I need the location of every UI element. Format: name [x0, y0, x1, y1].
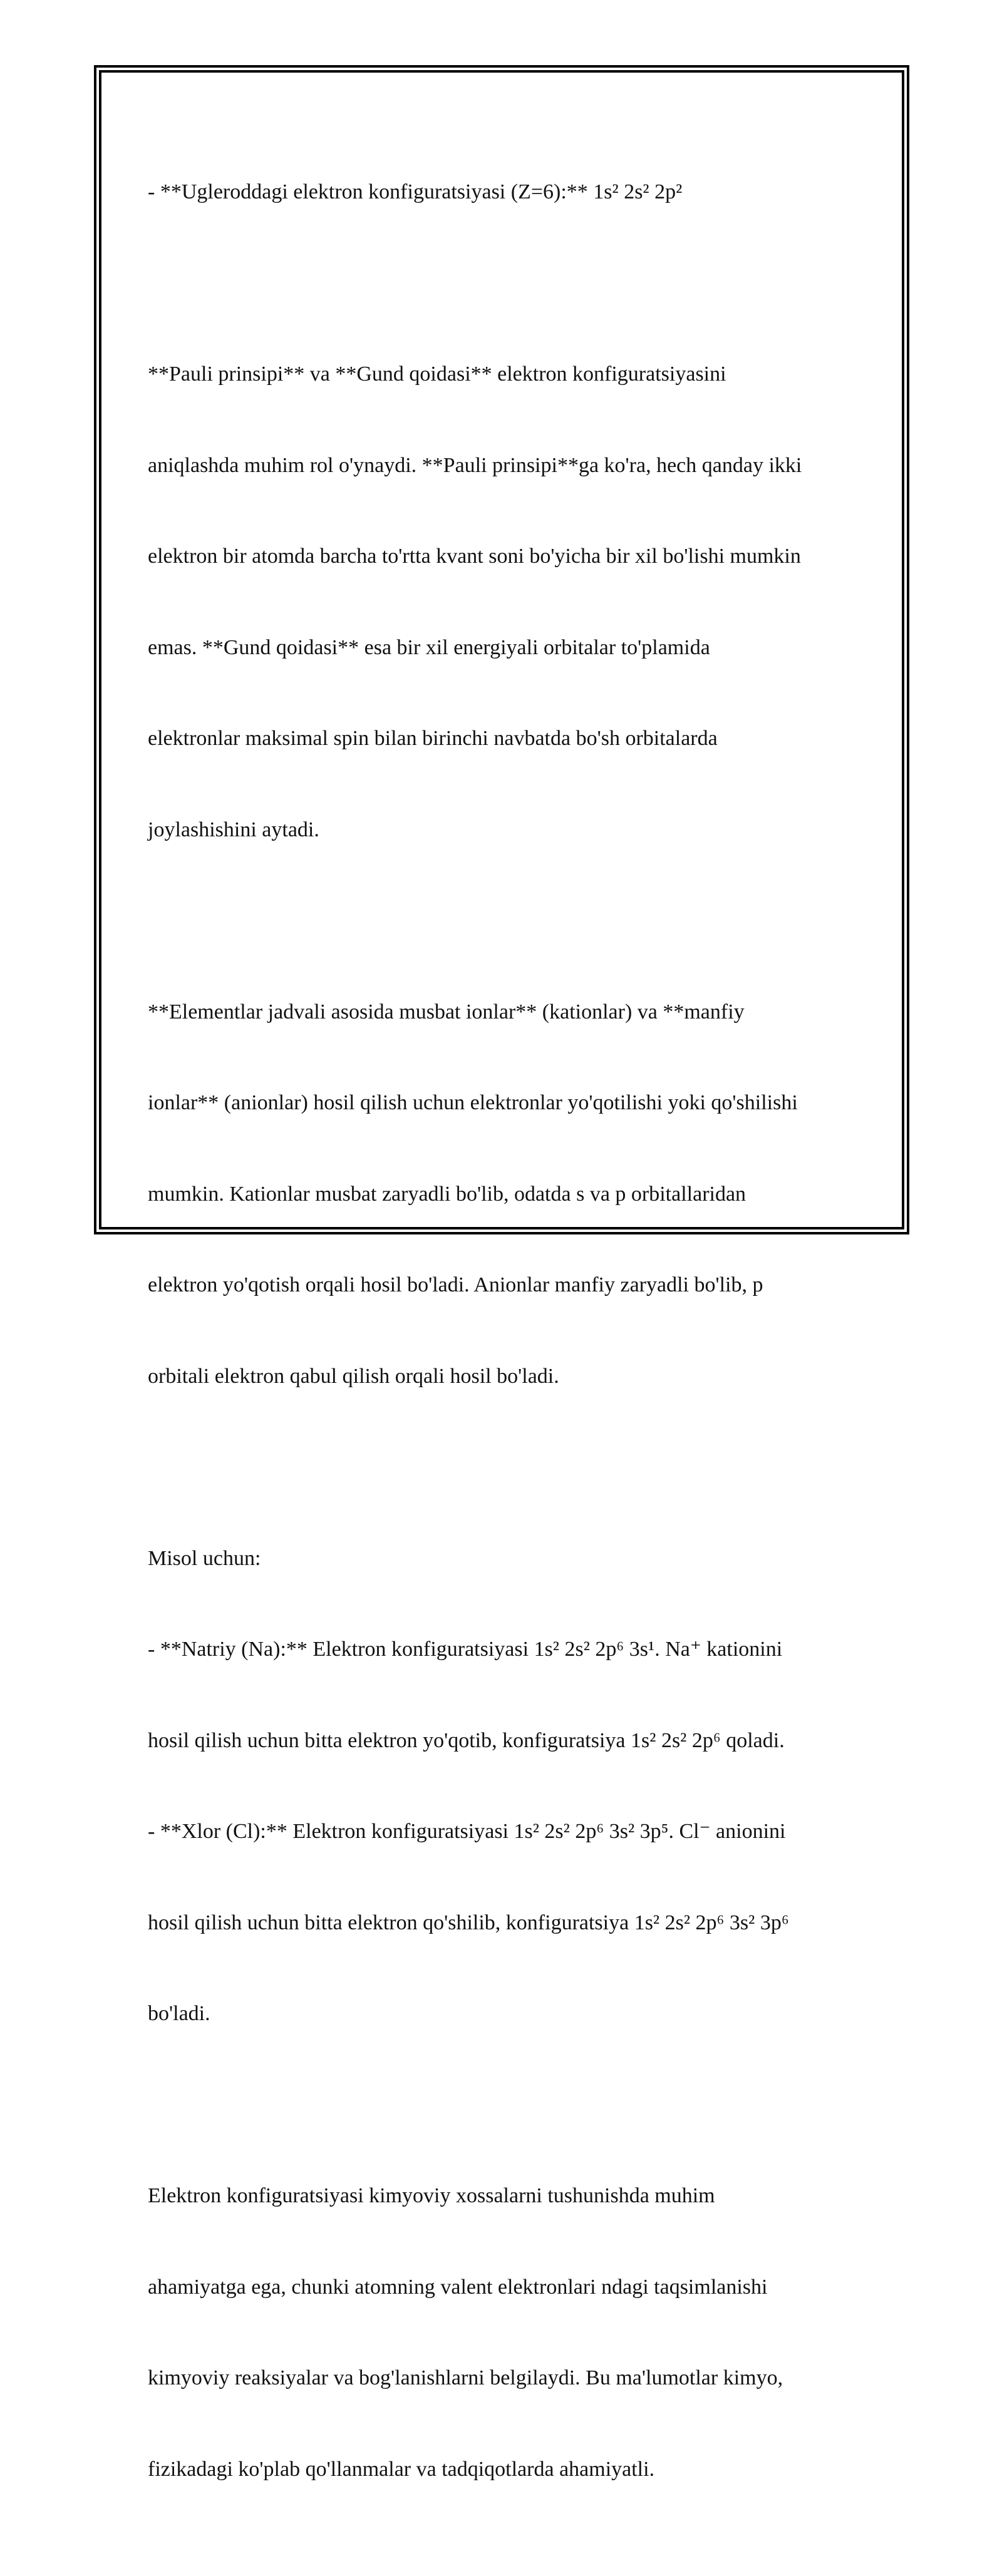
paragraph-examples — [148, 1483, 868, 2090]
text-line: hosil qilish uchun bitta elektron qo'shilib, konfiguratsiya 1s² 2s² 2p⁶ 3s² 3p⁶ — [148, 1911, 789, 1934]
text-line: fizikadagi ko'plab qo'llanmalar va tadqiqotlarda ahamiyatli. — [148, 2457, 655, 2481]
text-line: orbitali elektron qabul qilish orqali hosil bo'ladi. — [148, 1364, 559, 1388]
text-line: kimyoviy reaksiyalar va bog'lanishlarni belgilaydi. Bu ma'lumotlar kimyo, — [148, 2366, 783, 2389]
text-line: ionlar** (anionlar) hosil qilish uchun elektronlar yo'qotilishi yoki qo'shilishi — [148, 1091, 798, 1114]
text-line: elektron yo'qotish orqali hosil bo'ladi. Anionlar manfiy zaryadli bo'lib, p — [148, 1273, 763, 1296]
paragraph-ions — [148, 936, 868, 1453]
text-line: elektronlar maksimal spin bilan birinchi navbatda bo'sh orbitalarda — [148, 727, 718, 750]
text-line: elektron bir atomda barcha to'rtta kvant soni bo'yicha bir xil bo'lishi mumkin — [148, 545, 801, 568]
text-line: aniqlashda muhim rol o'ynaydi. **Pauli prinsipi**ga ko'ra, hech qanday ikki — [148, 453, 802, 477]
text-line: - **Xlor (Cl):** Elektron konfiguratsiyasi 1s² 2s² 2p⁶ 3s² 3p⁵. Cl⁻ anionini — [148, 1820, 786, 1843]
text-line: joylashishini aytadi. — [148, 818, 319, 841]
text-line: - **Ugleroddagi elektron konfiguratsiyasi (Z=6):** 1s² 2s² 2p² — [148, 180, 683, 203]
text-line: Elektron konfiguratsiyasi kimyoviy xossalarni tushunishda muhim — [148, 2184, 715, 2207]
text-line: Misol uchun: — [148, 1546, 261, 1570]
paragraph-pauli-hund — [148, 299, 868, 906]
text-line: **Pauli prinsipi** va **Gund qoidasi** elektron konfiguratsiyasini — [148, 362, 726, 386]
text-line: bo'ladi. — [148, 2002, 210, 2025]
text-line: ahamiyatga ega, chunki atomning valent elektronlari ndagi taqsimlanishi — [148, 2275, 768, 2299]
text-line: **Elementlar jadvali asosida musbat ionlar** (kationlar) va **manfiy — [148, 1000, 745, 1024]
text-line: emas. **Gund qoidasi** esa bir xil energiyali orbitalar to'plamida — [148, 635, 710, 659]
paragraph-conclusion — [148, 2120, 868, 2545]
document-body — [148, 116, 868, 2576]
text-line: - **Natriy (Na):** Elektron konfiguratsiyasi 1s² 2s² 2p⁶ 3s¹. Na⁺ kationini — [148, 1638, 783, 1661]
paragraph-carbon-config — [148, 116, 868, 269]
text-line: mumkin. Kationlar musbat zaryadli bo'lib, odatda s va p orbitallaridan — [148, 1182, 746, 1206]
text-line: hosil qilish uchun bitta elektron yo'qotib, konfiguratsiya 1s² 2s² 2p⁶ qoladi. — [148, 1728, 785, 1752]
